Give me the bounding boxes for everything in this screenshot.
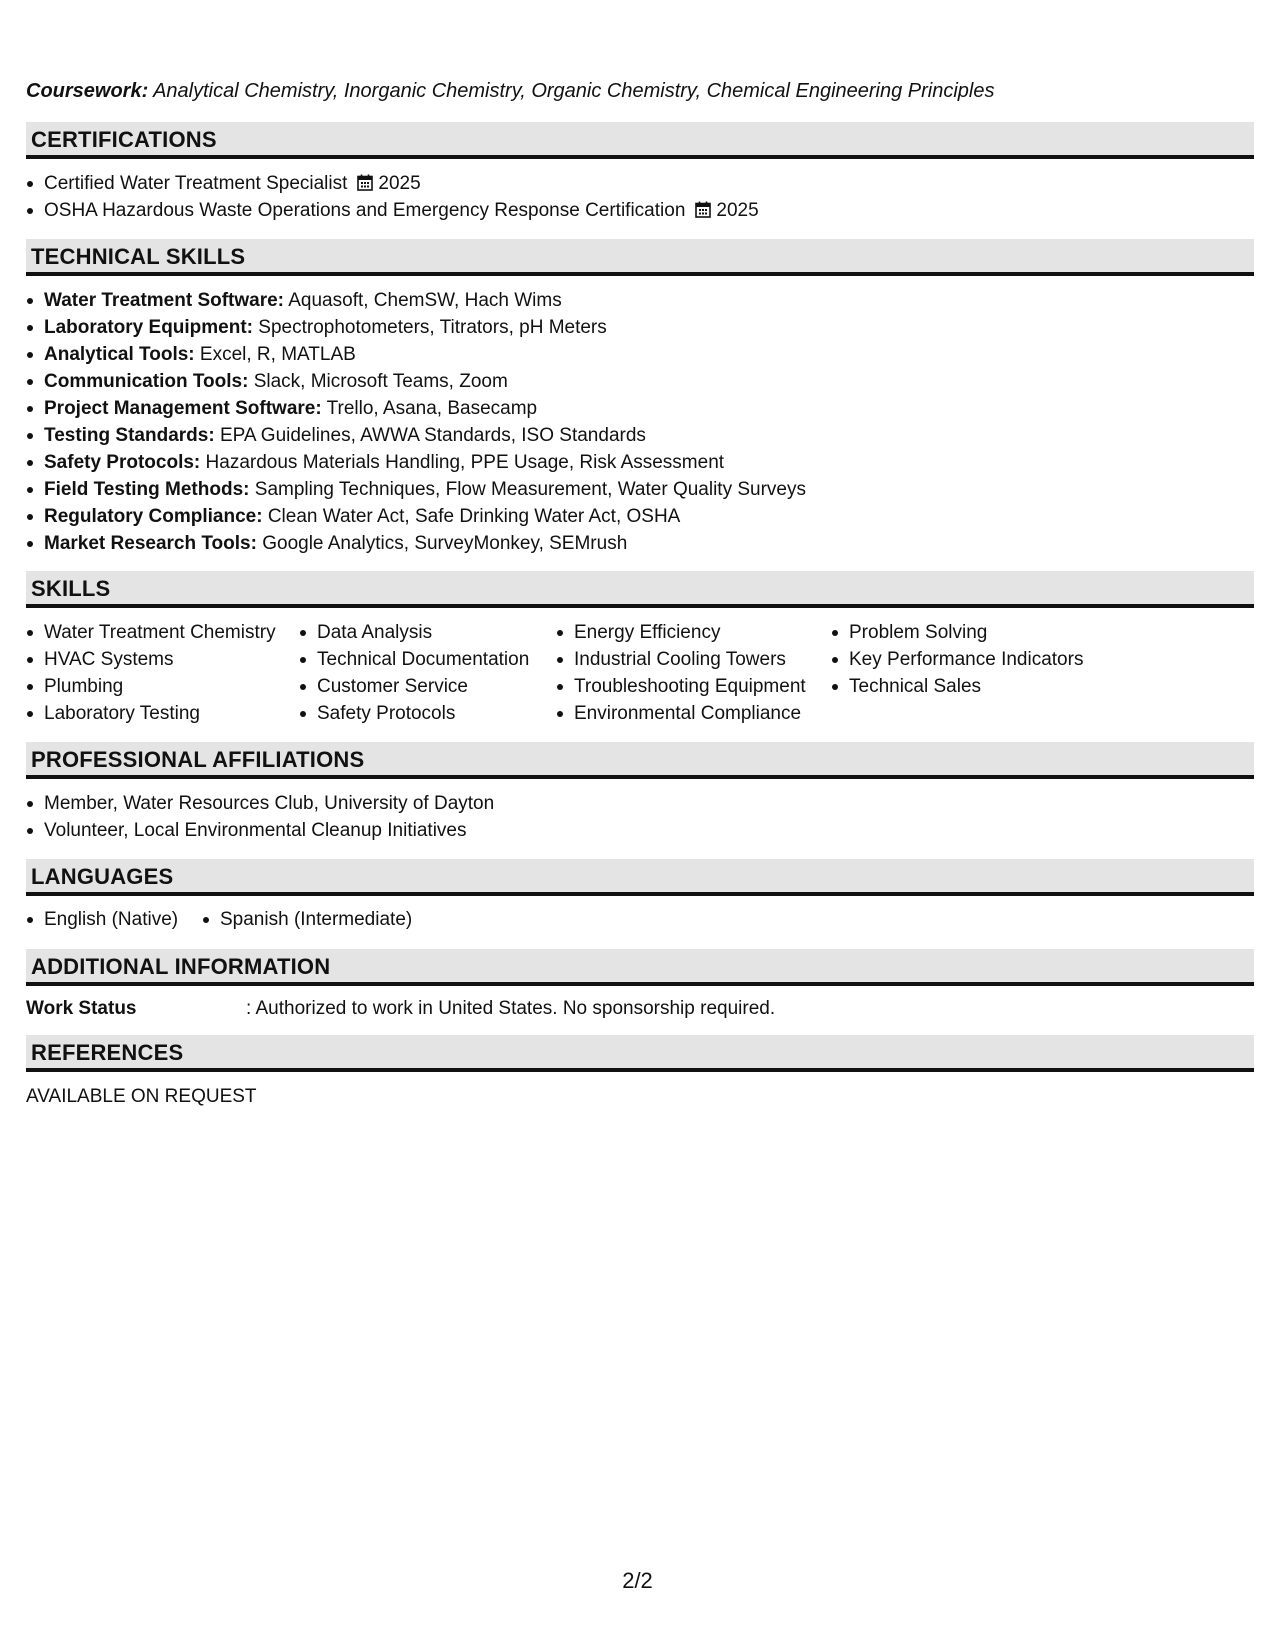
list-item xyxy=(26,422,806,449)
section-title: REFERENCES xyxy=(31,1040,184,1065)
skill-values: EPA Guidelines, AWWA Standards, ISO Standards xyxy=(219,425,646,446)
language-item: English (Native) xyxy=(26,906,178,933)
skill-values: Clean Water Act, Safe Drinking Water Act, OSHA xyxy=(267,506,681,527)
skill-category: Laboratory Equipment: xyxy=(44,317,254,338)
skill-values: Google Analytics, SurveyMonkey, SEMrush xyxy=(262,533,628,554)
list-item: Problem Solving xyxy=(831,619,1083,646)
list-item xyxy=(26,395,806,422)
list-item: Technical Sales xyxy=(831,673,1083,700)
list-item xyxy=(26,314,806,341)
skill-values: Trello, Asana, Basecamp xyxy=(326,398,538,419)
list-item: Plumbing xyxy=(26,673,276,700)
skill-category: Communication Tools: xyxy=(44,371,249,392)
list-item: Safety Protocols xyxy=(299,700,529,727)
list-item xyxy=(26,476,806,503)
certifications-list xyxy=(26,170,759,224)
skills-column xyxy=(556,619,806,727)
section-title: PROFESSIONAL AFFILIATIONS xyxy=(31,747,365,772)
skills-column xyxy=(26,619,276,727)
languages-header xyxy=(26,859,1254,896)
skill-values: Spectrophotometers, Titrators, pH Meters xyxy=(258,317,607,338)
page-number: 2/2 xyxy=(622,1568,653,1593)
skill-values: Hazardous Materials Handling, PPE Usage, Risk Assessment xyxy=(205,452,725,473)
list-item: Customer Service xyxy=(299,673,529,700)
skills-header xyxy=(26,571,1254,608)
section-title: CERTIFICATIONS xyxy=(31,127,217,152)
language-item: Spanish (Intermediate) xyxy=(202,906,412,933)
skill-category: Field Testing Methods: xyxy=(44,479,250,500)
list-item xyxy=(26,503,806,530)
certification-name: OSHA Hazardous Waste Operations and Emergency Response Certification xyxy=(44,200,686,221)
list-item xyxy=(26,341,806,368)
list-item: Key Performance Indicators xyxy=(831,646,1083,673)
skill-category: Regulatory Compliance: xyxy=(44,506,263,527)
skill-category: Analytical Tools: xyxy=(44,344,195,365)
list-item: Laboratory Testing xyxy=(26,700,276,727)
section-title: TECHNICAL SKILLS xyxy=(31,244,246,269)
list-item xyxy=(26,530,806,557)
section-title: ADDITIONAL INFORMATION xyxy=(31,954,331,979)
skill-values: Excel, R, MATLAB xyxy=(199,344,356,365)
list-item: HVAC Systems xyxy=(26,646,276,673)
certification-year: 2025 xyxy=(716,200,759,221)
list-item: Technical Documentation xyxy=(299,646,529,673)
coursework-value: Analytical Chemistry, Inorganic Chemistry, Organic Chemistry, Chemical Engineering Principles xyxy=(153,80,995,102)
work-status-row xyxy=(26,995,1254,1022)
skill-values: Sampling Techniques, Flow Measurement, Water Quality Surveys xyxy=(254,479,806,500)
list-item xyxy=(26,449,806,476)
section-title: SKILLS xyxy=(31,576,111,601)
certification-year: 2025 xyxy=(378,173,421,194)
references-header xyxy=(26,1035,1254,1072)
calendar-icon xyxy=(357,172,373,199)
calendar-icon xyxy=(695,199,711,226)
list-item: Industrial Cooling Towers xyxy=(556,646,806,673)
work-status-value: : Authorized to work in United States. No sponsorship required. xyxy=(246,998,776,1019)
certification-name: Certified Water Treatment Specialist xyxy=(44,173,348,194)
additional-info-header xyxy=(26,949,1254,986)
coursework-line xyxy=(26,78,994,104)
work-status-label: Work Status xyxy=(26,998,137,1019)
list-item: Data Analysis xyxy=(299,619,529,646)
list-item xyxy=(26,287,806,314)
references-text: AVAILABLE ON REQUEST xyxy=(26,1086,257,1107)
skill-values: Aquasoft, ChemSW, Hach Wims xyxy=(288,290,562,311)
skill-values: Slack, Microsoft Teams, Zoom xyxy=(253,371,508,392)
list-item: Water Treatment Chemistry xyxy=(26,619,276,646)
section-title: LANGUAGES xyxy=(31,864,174,889)
list-item: Member, Water Resources Club, University of Dayton xyxy=(26,790,494,817)
skill-category: Testing Standards: xyxy=(44,425,215,446)
skill-category: Safety Protocols: xyxy=(44,452,201,473)
technical-skills-header xyxy=(26,239,1254,276)
list-item xyxy=(26,368,806,395)
affiliations-list xyxy=(26,790,494,844)
affiliations-header xyxy=(26,742,1254,779)
list-item: Troubleshooting Equipment xyxy=(556,673,806,700)
skills-column xyxy=(831,619,1083,700)
skill-category: Water Treatment Software: xyxy=(44,290,285,311)
certifications-header xyxy=(26,122,1254,159)
list-item xyxy=(26,197,759,224)
skill-category: Market Research Tools: xyxy=(44,533,257,554)
list-item: Energy Efficiency xyxy=(556,619,806,646)
list-item: Environmental Compliance xyxy=(556,700,806,727)
skills-column xyxy=(299,619,529,727)
list-item: Volunteer, Local Environmental Cleanup Initiatives xyxy=(26,817,494,844)
skill-category: Project Management Software: xyxy=(44,398,322,419)
coursework-label: Coursework: xyxy=(26,80,149,102)
technical-skills-list xyxy=(26,287,806,557)
list-item xyxy=(26,170,759,197)
